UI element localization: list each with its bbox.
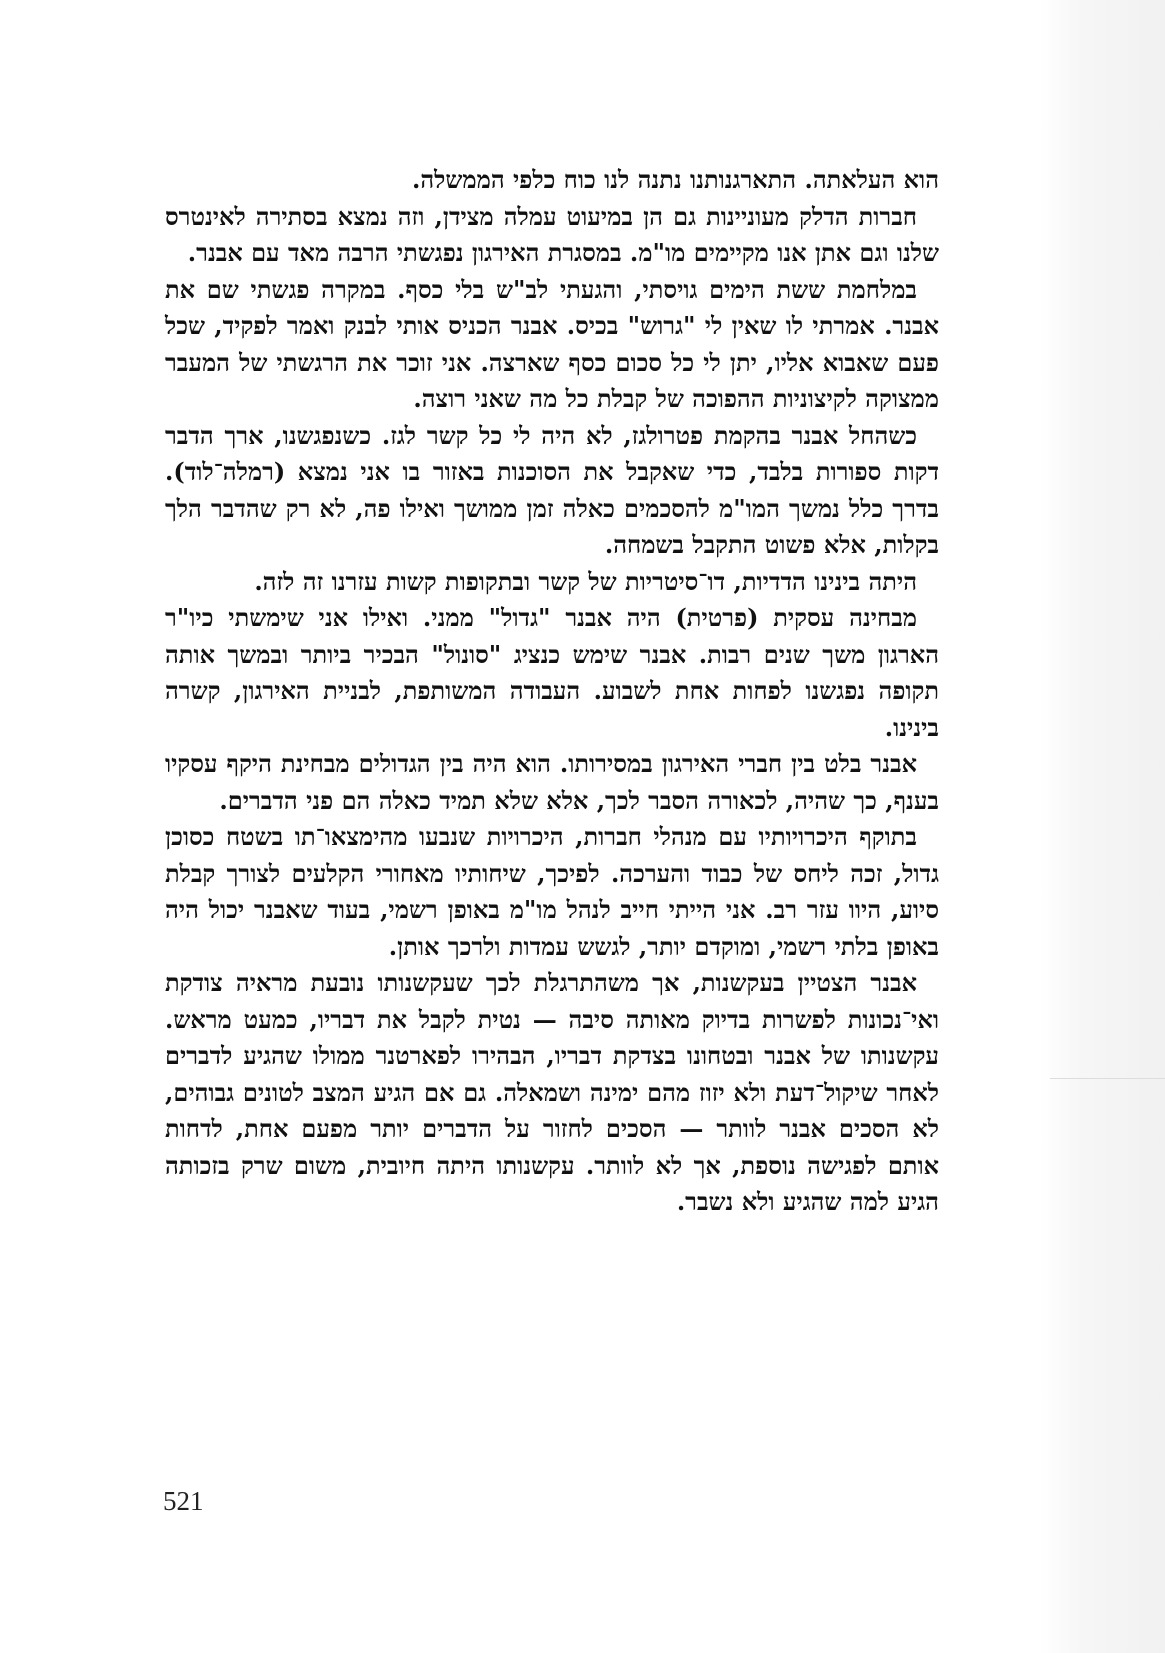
page-number: 521 [163,1486,204,1516]
paragraph-8: בתוקף היכרויותיו עם מנהלי חברות, היכרויות שנבעו מהימצאו־תו בשטח כסוכן גדול, זכה ליחס של כבוד והערכה. לפיכך, שיחותיו מאחורי הקלעים לצורך קבלת סיוע, היוו עזר רב. אני הייתי חייב לנהל מו"מ באופן רשמי, בעוד שאבנר יכול היה באופן בלתי רשמי, ומוקדם יותר, לגשש עמדות ולרכך אותן. [165,822,939,961]
paragraph-3: במלחמת ששת הימים גויסתי, והגעתי לב"ש בלי כסף. במקרה פגשתי שם את אבנר. אמרתי לו שאין לי "גרוש" בכיס. אבנר הכניס אותי לבנק ואמר לפקיד, שכל פעם שאבוא אליו, יתן לי כל סכום כסף שארצה. אני זוכר את הרגשתי של המעבר ממצוקה לקיצוניות ההפוכה של קבלת כל מה שאני רוצה. [165,274,939,413]
paragraph-1: הוא העלאתה. התארגנותנו נתנה לנו כוח כלפי הממשלה. [412,165,939,194]
paragraph-9: אבנר הצטיין בעקשנות, אך משהתרגלת לכך שעקשנותו נובעת מראיה צודקת ואי־נכונות לפשרות בדיוק מאותה סיבה — נטית לקבל את דבריו, כמעט מראש. עקשנותו של אבנר ובטחונו בצדקת דבריו, הבהירו לפארטנר ממולו שהגיע לדברים לאחר שיקול־דעת ולא יזוז מהם ימינה ושמאלה. גם אם הגיע המצב לטונים גבוהים, לא הסכים אבנר לוותר — הסכים לחזור על הדברים יותר מפעם אחת, לדחות אותם לפגישה נוספת, אך לא לוותר. עקשנותו היתה חיובית, משום שרק בזכותה הגיע למה שהגיע ולא נשבר. [165,968,939,1216]
paragraph-2: חברות הדלק מעוניינות גם הן במיעוט עמלה מצידן, וזה נמצא בסתירה לאינטרס שלנו וגם אתן אנו מקיימים מו"מ. במסגרת האירגון נפגשתי הרבה מאד עם אבנר. [165,201,939,267]
paragraph-4: כשהחל אבנר בהקמת פטרולגז, לא היה לי כל קשר לגז. כשנפגשנו, ארך הדבר דקות ספורות בלבד, כדי שאקבל את הסוכנות באזור בו אני נמצא (רמלה־לוד). בדרך כלל נמשך המו"מ להסכמים כאלה זמן ממושך ואילו פה, לא רק שהדבר הלך בקלות, אלא פשוט התקבל בשמחה. [165,420,939,559]
paragraph-5: היתה בינינו הדדיות, דו־סיטריות של קשר ובתקופות קשות עזרנו זה לזה. [254,566,917,596]
scan-edge-mark [1050,1078,1165,1079]
page-body [165,162,939,1221]
paragraph-7: אבנר בלט בין חברי האירגון במסירותו. הוא היה בין הגדולים מבחינת היקף עסקיו בענף, כך שהיה, לכאורה הסבר לכך, אלא שלא תמיד כאלה הם פני הדברים. [165,749,939,815]
scan-edge-shadow [1040,0,1165,1653]
paragraph-6: מבחינה עסקית (פרטית) היה אבנר "גדול" ממני. ואילו אני שימשתי כיו"ר הארגון משך שנים רבות. אבנר שימש כנציג "סונול" הבכיר ביותר ובמשך אותה תקופה נפגשנו לפחות אחת לשבוע. העבודה המשותפת, לבניית האירגון, קשרה בינינו. [165,603,940,742]
